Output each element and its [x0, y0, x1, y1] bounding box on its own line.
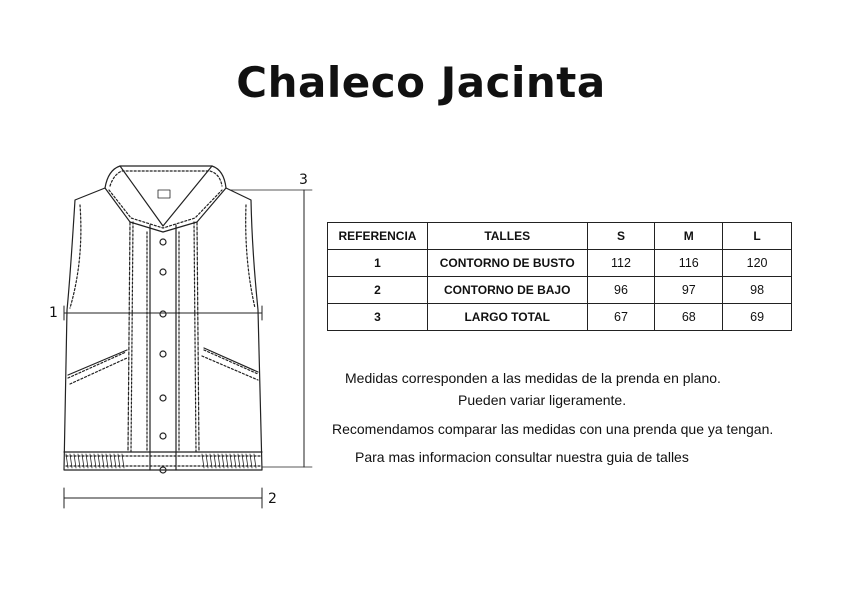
note-compare-garment: Recomendamos comparar las medidas con una prenda que ya tengan.: [332, 421, 774, 437]
row-value-l: 69: [723, 304, 792, 331]
marker-2: 2: [268, 491, 277, 507]
vest-collar: [105, 166, 226, 188]
row-value-l: 120: [723, 250, 792, 277]
left-pocket: [68, 352, 127, 384]
row-measure-name: CONTORNO DE BUSTO: [427, 250, 587, 277]
button-5: [160, 395, 166, 401]
row-value-m: 68: [655, 304, 723, 331]
table-row: [328, 277, 792, 304]
button-1: [160, 239, 166, 245]
vest-label: [158, 190, 170, 198]
row-ref: 2: [328, 277, 428, 304]
page-title: Chaleco Jacinta: [236, 58, 606, 107]
row-value-s: 96: [587, 277, 655, 304]
header-size-s: S: [587, 223, 655, 250]
row-value-s: 67: [587, 304, 655, 331]
row-value-l: 98: [723, 277, 792, 304]
note-size-guide: Para mas informacion consultar nuestra guia de talles: [355, 449, 689, 465]
header-size-m: M: [655, 223, 723, 250]
row-measure-name: CONTORNO DE BAJO: [427, 277, 587, 304]
table-row: [328, 250, 792, 277]
note-flat-measurements: Medidas corresponden a las medidas de la prenda en plano.: [345, 370, 721, 386]
vest-outline: [64, 188, 262, 470]
row-value-s: 112: [587, 250, 655, 277]
right-pocket: [202, 350, 258, 380]
marker-3: 3: [299, 172, 308, 188]
button-6: [160, 433, 166, 439]
button-3: [160, 311, 166, 317]
header-referencia: REFERENCIA: [328, 223, 428, 250]
size-table: [327, 222, 792, 331]
table-row: [328, 304, 792, 331]
row-ref: 3: [328, 304, 428, 331]
row-value-m: 116: [655, 250, 723, 277]
button-4: [160, 351, 166, 357]
row-measure-name: LARGO TOTAL: [427, 304, 587, 331]
header-talles: TALLES: [427, 223, 587, 250]
row-ref: 1: [328, 250, 428, 277]
header-size-l: L: [723, 223, 792, 250]
note-may-vary: Pueden variar ligeramente.: [458, 392, 627, 408]
row-value-m: 97: [655, 277, 723, 304]
button-2: [160, 269, 166, 275]
marker-1: 1: [49, 305, 58, 321]
table-header-row: [328, 223, 792, 250]
